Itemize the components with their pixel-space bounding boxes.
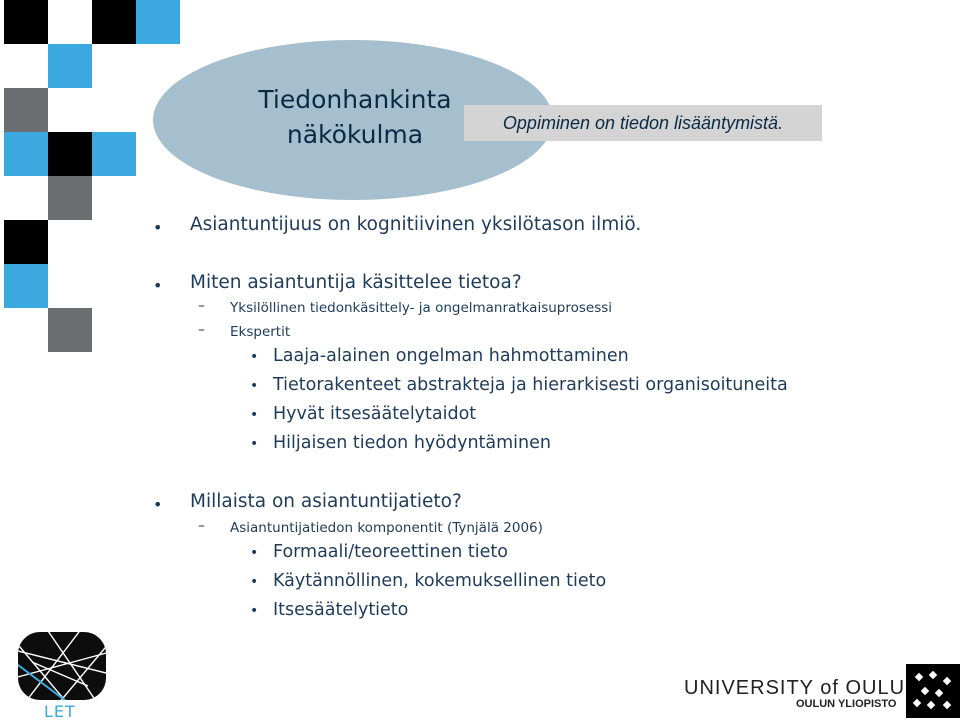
university-emblem-icon [906, 664, 960, 718]
bullet-dot: • [250, 574, 259, 590]
mosaic-tile [4, 220, 48, 264]
bullet-dot: • [250, 436, 259, 452]
slide-title [240, 82, 470, 152]
let-logo-label: LET [44, 702, 76, 721]
mosaic-tile [4, 264, 48, 308]
bullet-2-sub-2: Ekspertit [230, 324, 291, 340]
mosaic-tile [4, 132, 48, 176]
knowledge-type-item: Itsesäätelytieto [273, 600, 409, 620]
knowledge-type-item: Käytännöllinen, kokemuksellinen tieto [273, 571, 607, 591]
bullet-dot: • [153, 276, 163, 295]
bullet-2-text: Miten asiantuntija käsittelee tietoa? [190, 272, 522, 293]
mosaic-tile [48, 44, 92, 88]
university-name: UNIVERSITY of OULU [684, 677, 906, 699]
bullet-3-text: Millaista on asiantuntijatieto? [190, 491, 462, 512]
mosaic-tile [48, 132, 92, 176]
bullet-3-sub-1: Asiantuntijatiedon komponentit (Tynjälä 2006) [230, 520, 543, 536]
bullet-dot: • [250, 603, 259, 619]
knowledge-type-item: Formaali/teoreettinen tieto [273, 542, 508, 562]
bullet-1-text: Asiantuntijuus on kognitiivinen yksilötason ilmiö. [190, 214, 642, 235]
expert-trait-item: Tietorakenteet abstrakteja ja hierarkisesti organisoituneita [273, 375, 788, 395]
dash-marker: – [198, 298, 205, 314]
dash-marker: – [198, 322, 205, 338]
expert-trait-item: Hyvät itsesäätelytaidot [273, 404, 477, 424]
subtitle-box [464, 105, 822, 141]
university-subtitle: OULUN YLIOPISTO [796, 698, 897, 710]
bullet-dot: • [153, 495, 163, 514]
bullet-dot: • [153, 218, 163, 237]
mosaic-tile [136, 0, 180, 44]
mosaic-tile [48, 176, 92, 220]
slide-subtitle: Oppiminen on tiedon lisääntymistä. [502, 112, 784, 133]
slide-title-line2: näkökulma [286, 120, 424, 149]
mosaic-tile [92, 132, 136, 176]
mosaic-tile [4, 0, 48, 44]
mosaic-tile [92, 0, 136, 44]
expert-trait-item: Hiljaisen tiedon hyödyntäminen [273, 433, 551, 453]
bullet-dot: • [250, 545, 259, 561]
dash-marker: – [198, 518, 205, 534]
mosaic-tile [4, 88, 48, 132]
bullet-2-sub-1: Yksilöllinen tiedonkäsittely- ja ongelmanratkaisuprosessi [230, 300, 613, 316]
bullet-dot: • [250, 378, 259, 394]
bullet-dot: • [250, 349, 259, 365]
bullet-dot: • [250, 407, 259, 423]
mosaic-tile [48, 308, 92, 352]
expert-trait-item: Laaja-alainen ongelman hahmottaminen [273, 346, 629, 366]
slide-title-line1: Tiedonhankinta [258, 85, 452, 114]
